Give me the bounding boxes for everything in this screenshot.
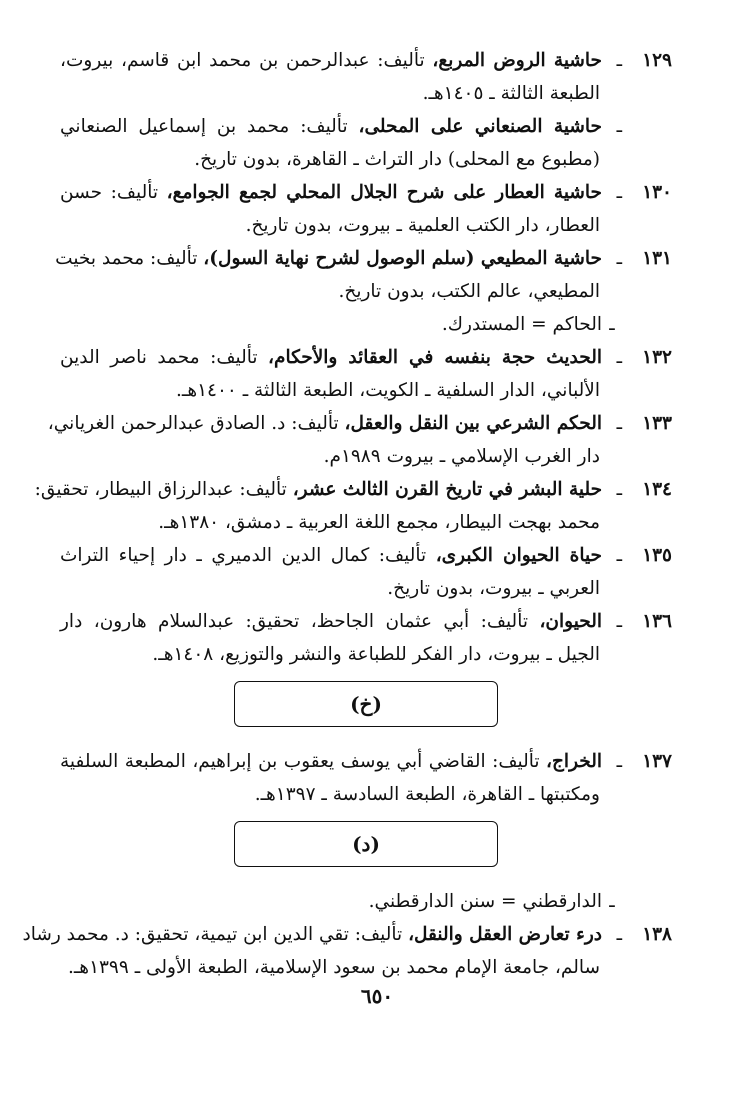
entries-group-dal [22,885,672,984]
entry-continuation-line: العطار، دار الكتب العلمية ـ بيروت، بدون تاريخ. [245,215,600,236]
entry-number: ١٣٠ [642,182,672,203]
entry-title: حاشية المطيعي (سلم الوصول لشرح نهاية السول)، [203,248,602,269]
entry-number: ١٣٢ [642,347,672,368]
entry-first-line [60,885,672,918]
entry-number: ١٣٣ [642,413,672,434]
bibliography-entry [60,605,672,671]
entry-first-line [22,918,672,951]
entry-title: حاشية الصنعاني على المحلى، [358,116,602,137]
entry-dash: ـ [616,479,622,500]
entry-title: الحكم الشرعي بين النقل والعقل، [344,413,602,434]
entry-continuation-line: سالم، جامعة الإمام محمد بن سعود الإسلامية، الطبعة الأولى ـ ١٣٩٩هـ. [68,957,600,978]
bibliography-entry [60,745,672,811]
entry-dash: ـ [616,413,622,434]
entry-number: ١٣٨ [642,924,672,945]
entries-group-ha [34,44,672,671]
section-heading-dal: (د) [234,821,498,867]
entry-text: الدارقطني = سنن الدارقطني. [368,891,602,912]
bibliography-entry [60,44,672,110]
entry-continuation-line: ومكتبتها ـ القاهرة، الطبعة السادسة ـ ١٣٩٧هـ. [254,784,600,805]
entry-first-line [60,110,672,143]
entry-text: تأليف: عبدالرزاق البيطار، تحقيق: [34,479,287,500]
entry-title: حياة الحيوان الكبرى، [435,545,602,566]
bibliography-entry [60,539,672,605]
bibliography-page [22,44,672,984]
entries-group-kha [60,745,672,811]
bibliography-entry [55,242,672,308]
entry-number: ١٣٥ [642,545,672,566]
entry-title: حاشية العطار على شرح الجلال المحلي لجمع الجوامع، [166,182,602,203]
bibliography-entry [60,308,672,341]
bibliography-entry [60,176,672,242]
entry-number: ١٣٦ [642,611,672,632]
entry-first-line [60,605,672,638]
entry-text: تأليف: كمال الدين الدميري ـ دار إحياء التراث [60,545,427,566]
entry-first-line [60,539,672,572]
entry-text: تأليف: أبي عثمان الجاحظ، تحقيق: عبدالسلام هارون، دار [60,611,528,632]
entry-dash: ـ [616,50,622,71]
entry-title: الحيوان، [539,611,602,632]
section-heading-kha: (خ) [234,681,498,727]
entry-continuation-line: العربي ـ بيروت، بدون تاريخ. [387,578,600,599]
bibliography-entry [60,110,672,176]
entry-dash: ـ [616,924,622,945]
entry-continuation-line: (مطبوع مع المحلى) دار التراث ـ القاهرة، بدون تاريخ. [194,149,600,170]
bibliography-entry [47,407,672,473]
entry-dash: ـ [616,545,622,566]
entry-text: تأليف: تقي الدين ابن تيمية، تحقيق: د. محمد رشاد [22,924,403,945]
entry-first-line [60,308,672,341]
entry-continuation-line: الطبعة الثالثة ـ ١٤٠٥هـ. [422,83,600,104]
entry-text: تأليف: حسن [60,182,159,203]
entry-title: الخراج، [546,751,602,772]
entry-first-line [60,44,672,77]
entry-number: ١٢٩ [642,50,672,71]
entry-text: تأليف: عبدالرحمن بن محمد ابن قاسم، بيروت، [60,50,425,71]
entry-dash: ـ [609,314,615,335]
entry-dash: ـ [616,611,622,632]
entry-first-line [34,473,672,506]
entry-dash: ـ [616,248,622,269]
entry-continuation-line: الألباني، الدار السلفية ـ الكويت، الطبعة الثالثة ـ ١٤٠٠هـ. [176,380,600,401]
bibliography-entry [60,885,672,918]
entry-text: تأليف: محمد بخيت [55,248,198,269]
entry-text: تأليف: محمد بن إسماعيل الصنعاني [60,116,348,137]
entry-dash: ـ [616,347,622,368]
entry-title: الحديث حجة بنفسه في العقائد والأحكام، [268,347,602,368]
entry-text: تأليف: محمد ناصر الدين [60,347,258,368]
entry-title: حاشية الروض المربع، [432,50,602,71]
entry-first-line [60,341,672,374]
entry-text: تأليف: د. الصادق عبدالرحمن الغرياني، [47,413,339,434]
entry-first-line [47,407,672,440]
entry-text: تأليف: القاضي أبي يوسف يعقوب بن إبراهيم، المطبعة السلفية [60,751,540,772]
entry-number: ١٣٧ [642,751,672,772]
entry-number: ١٣٤ [642,479,672,500]
entry-continuation-line: دار الغرب الإسلامي ـ بيروت ١٩٨٩م. [323,446,600,467]
entry-title: درء تعارض العقل والنقل، [408,924,602,945]
bibliography-entry [34,473,672,539]
entry-dash: ـ [616,751,622,772]
entry-continuation-line: محمد بهجت البيطار، مجمع اللغة العربية ـ دمشق، ١٣٨٠هـ. [158,512,600,533]
entry-first-line [55,242,672,275]
entry-first-line [60,745,672,778]
page-number: ٦٥٠ [360,984,394,1008]
bibliography-entry [22,918,672,984]
entry-title: حلية البشر في تاريخ القرن الثالث عشر، [292,479,602,500]
entry-dash: ـ [616,116,622,137]
entry-first-line [60,176,672,209]
entry-dash: ـ [616,182,622,203]
bibliography-entry [60,341,672,407]
entry-text: الحاكم = المستدرك. [441,314,602,335]
entry-continuation-line: المطيعي، عالم الكتب، بدون تاريخ. [338,281,600,302]
entry-number: ١٣١ [642,248,672,269]
entry-continuation-line: الجيل ـ بيروت، دار الفكر للطباعة والنشر والتوزيع، ١٤٠٨هـ. [152,644,600,665]
entry-dash: ـ [609,891,615,912]
